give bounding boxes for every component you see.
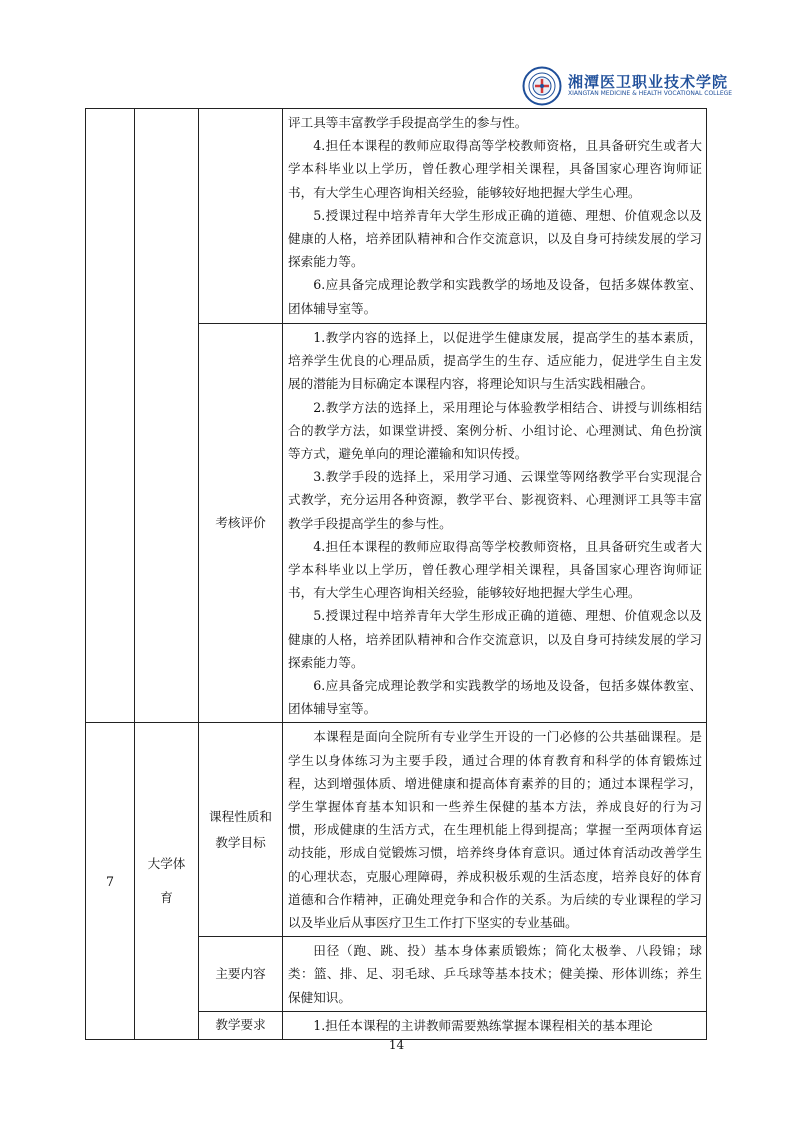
table-row-course-7-nature bbox=[86, 723, 707, 937]
logo-english-name: XIANGTAN MEDICINE & HEALTH VOCATIONAL COLLEGE bbox=[568, 90, 733, 97]
course-name-line1: 大学体 bbox=[147, 856, 186, 872]
requirements-label: 教学要求 bbox=[199, 1011, 283, 1039]
paragraph: 2.教学方法的选择上，采用理论与体验教学相结合、讲授与训练相结合的教学方法，如课堂讲授、案例分析、小组讨论、心理测试、角色扮演等方式，避免单向的理论灌输和知识传授。 bbox=[288, 399, 702, 462]
nature-label-cell bbox=[199, 723, 283, 937]
logo-chinese-name: 湘潭医卫职业技术学院 bbox=[568, 73, 729, 91]
nature-content-cell bbox=[283, 723, 707, 937]
requirements-text: 1.担任本课程的主讲教师需要熟练掌握本课程相关的基本理论 bbox=[313, 1017, 653, 1033]
paragraph: 5.授课过程中培养青年大学生形成正确的道德、理想、价值观念以及健康的人格，培养团队精神和合作交流意识，以及自身可持续发展的学习探索能力等。 bbox=[288, 207, 702, 270]
continued-requirements-cell bbox=[283, 109, 707, 324]
course-name-cell-empty bbox=[135, 109, 199, 723]
content-text-wrapper bbox=[283, 937, 706, 1011]
content-label: 主要内容 bbox=[199, 937, 283, 1012]
nature-text-wrapper bbox=[283, 723, 706, 936]
curriculum-table bbox=[85, 108, 707, 1040]
paragraph: 1.教学内容的选择上，以促进学生健康发展，提高学生的基本素质，培养学生优良的心理品质，提高学生的生存、适应能力，促进学生自主发展的潜能为目标确定本课程内容，将理论知识与生活实践相融合。 bbox=[288, 330, 702, 392]
college-logo bbox=[522, 66, 733, 110]
paragraph: 6.应具备完成理论教学和实践教学的场地及设备，包括多媒体教室、团体辅导室等。 bbox=[288, 277, 702, 316]
course-number: 7 bbox=[86, 723, 135, 1040]
requirements-text-wrapper bbox=[283, 1012, 706, 1039]
nature-label-line2: 教学目标 bbox=[215, 834, 266, 850]
continued-requirements-text bbox=[283, 109, 706, 322]
page-number: 14 bbox=[388, 1038, 405, 1052]
requirements-cell bbox=[283, 1011, 707, 1039]
table-row-continued bbox=[86, 109, 707, 324]
number-cell-empty bbox=[86, 109, 135, 723]
paragraph: 4.担任本课程的教师应取得高等学校教师资格，且具备研究生或者大学本科毕业以上学历，曾任教心理学相关课程，具备国家心理咨询师证书，有大学生心理咨询相关经验，能够较好地把握大学生心理。 bbox=[288, 538, 702, 601]
paragraph: 6.应具备完成理论教学和实践教学的场地及设备，包括多媒体教室、团体辅导室等。 bbox=[288, 678, 702, 717]
course-name-line2: 育 bbox=[160, 890, 173, 906]
college-seal-icon bbox=[522, 66, 562, 106]
nature-text: 本课程是面向全院所有专业学生开设的一门必修的公共基础课程。是学生以身体练习为主要手段，通过合理的体育教育和科学的体育锻炼过程，达到增强体质、增进健康和提高体育素养的目的；通过本课程学习，学生掌握体育基本知识和一些养生保健的基本方法，养成良好的行为习惯，形成健康的生活方式，在生理机能上得到提高；掌握一至两项体育运动技能，形成自觉锻炼习惯，培养终身体育意识。通过体育活动改善学生的心理状态，克服心理障碍，养成积极乐观的生活态度，培养良好的体育道德和合作精神，正确处理竞争和合作的关系。为后续的专业课程的学习以及毕业后从事医疗卫生工作打下坚实的专业基础。 bbox=[288, 729, 702, 931]
paragraph: 4.担任本课程的教师应取得高等学校教师资格，且具备研究生或者大学本科毕业以上学历，曾任教心理学相关课程，具备国家心理咨询师证书，有大学生心理咨询相关经验，能够较好地把握大学生心理。 bbox=[288, 138, 702, 200]
content-text: 田径（跑、跳、投）基本身体素质锻炼；简化太极拳、八段锦；球类：篮、排、足、羽毛球、乒乓球等基本技术；健美操、形体训练；养生保健知识。 bbox=[288, 943, 702, 1005]
label-cell-empty bbox=[199, 109, 283, 324]
content-cell bbox=[283, 937, 707, 1012]
assessment-label: 考核评价 bbox=[199, 324, 283, 723]
paragraph: 3.教学手段的选择上，采用学习通、云课堂等网络教学平台实现混合式教学，充分运用各种资源，教学平台、影视资料、心理测评工具等丰富教学手段提高学生的参与性。 bbox=[288, 469, 702, 531]
paragraph: 5.授课过程中培养青年大学生形成正确的道德、理想、价值观念以及健康的人格，培养团队精神和合作交流意识，以及自身可持续发展的学习探索能力等。 bbox=[288, 608, 702, 670]
course-name-cell bbox=[135, 723, 199, 1040]
assessment-content-cell bbox=[283, 324, 707, 723]
paragraph: 评工具等丰富教学手段提高学生的参与性。 bbox=[288, 115, 528, 130]
assessment-text bbox=[283, 324, 706, 722]
nature-label-line1: 课程性质和 bbox=[209, 808, 272, 824]
